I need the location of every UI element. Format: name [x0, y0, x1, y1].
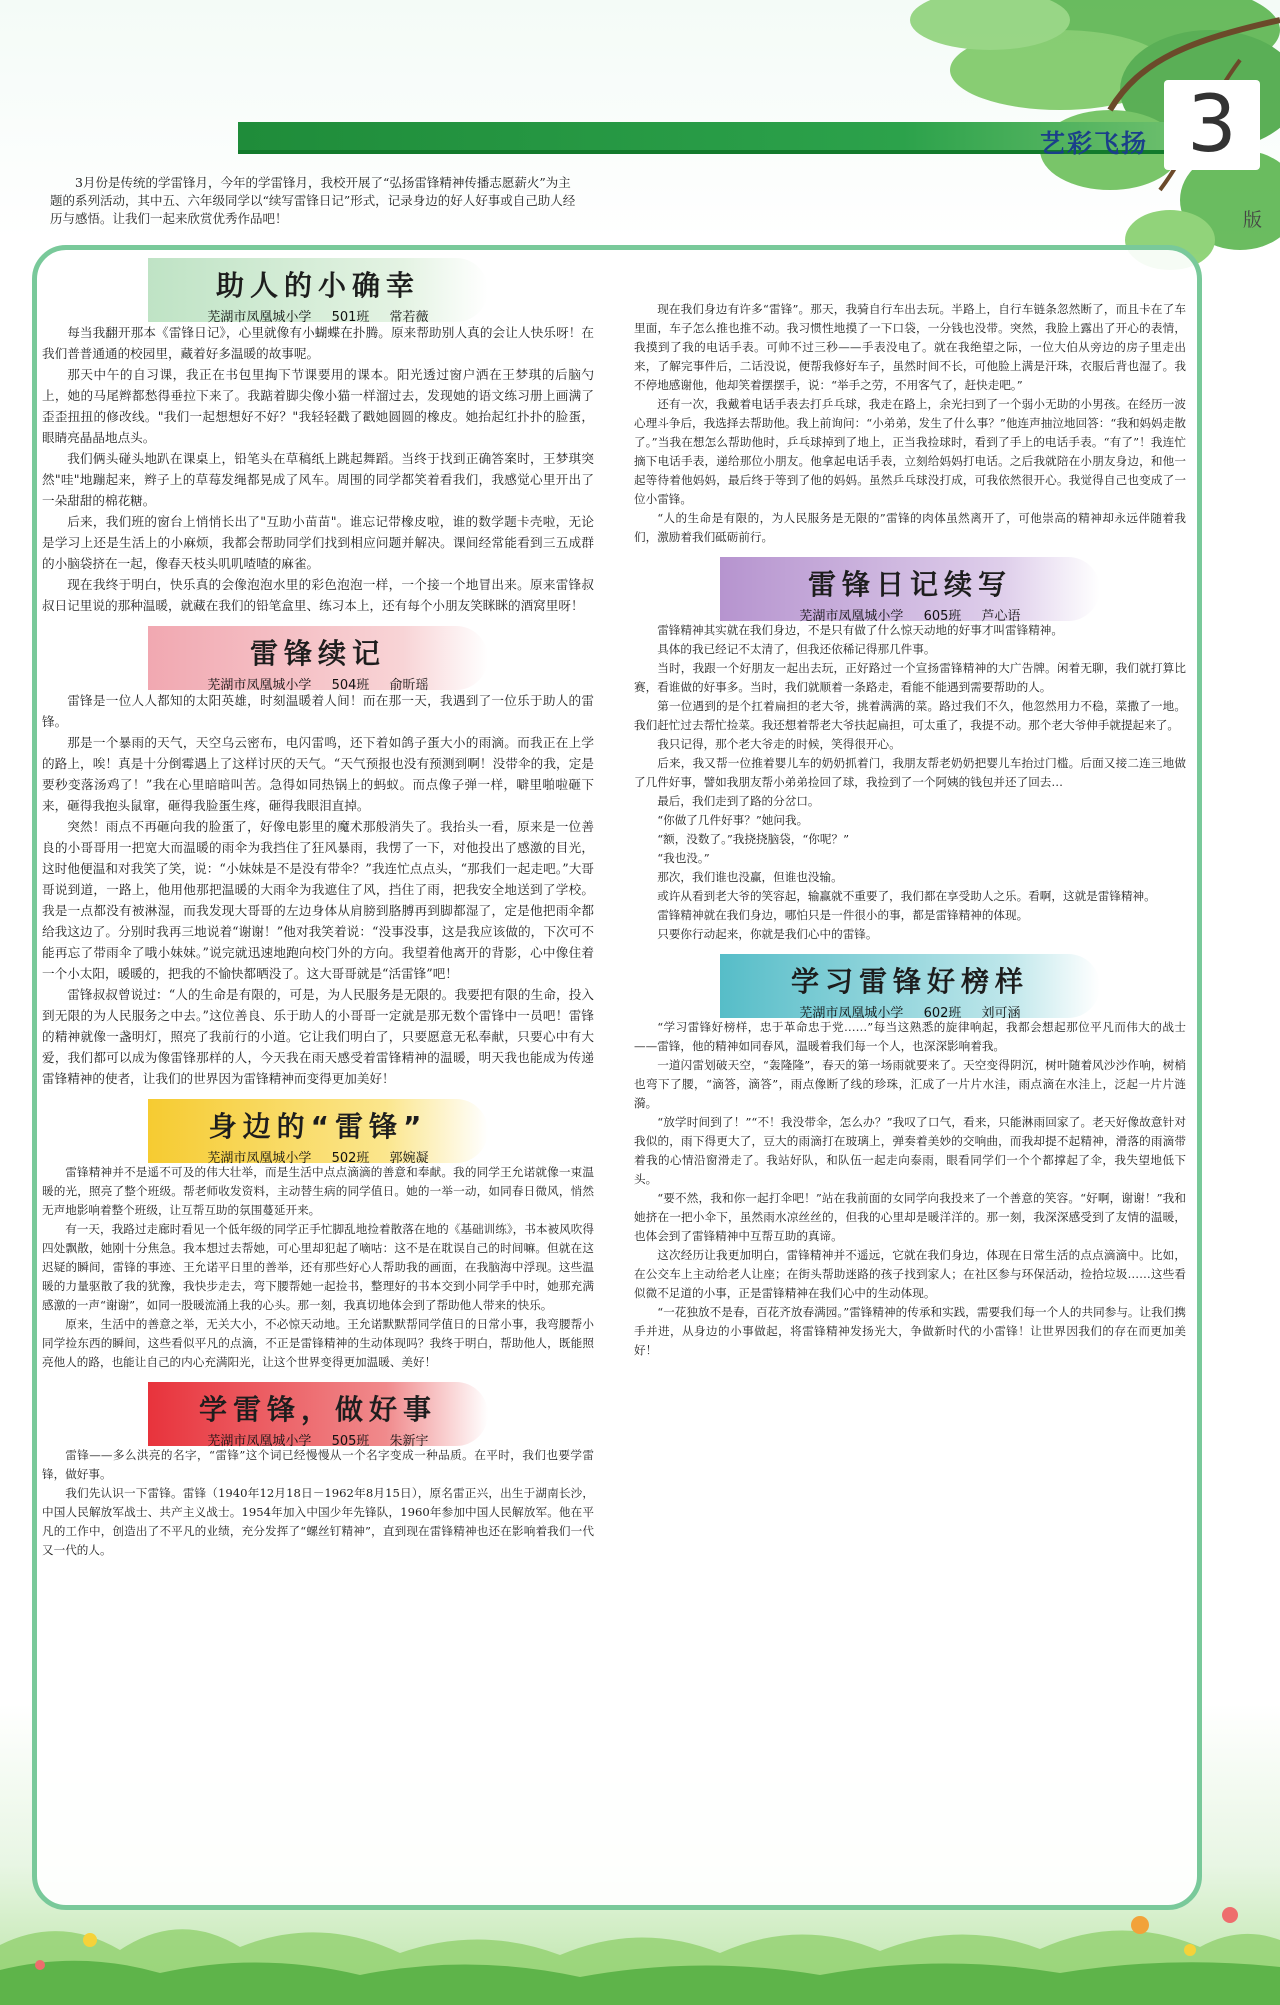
- paragraph: 最后，我们走到了路的分岔口。: [657, 794, 820, 808]
- paragraph: 还有一次，我戴着电话手表去打乒乓球，我走在路上，余光扫到了一个弱小无助的小男孩。在经历一波心理斗争后，我选择去帮助他。我上前询问：“小弟弟，发生了什么事？”他连声抽泣地回答：“我和妈妈走散了。”当我在想怎么帮助他时，乒乓球掉到了地上，正当我捡球时，看到了手上的电话手表。“有了”！我连忙摘下电话手表，递给那位小朋友。他拿起电话手表，立刻给妈妈打电话。之后我就陪在小朋友身边，和他一起等待着他妈妈，最后终于等到了他的妈妈。虽然乒乓球没打成，可我依然很开心。我觉得自己也变成了一位小雷锋。: [634, 397, 1186, 506]
- paragraph: “人的生命是有限的，为人民服务是无限的”雷锋的肉体虽然离开了，可他崇高的精神却永远伴随着我们，激励着我们砥砺前行。: [634, 511, 1186, 544]
- paragraph: “我也没。”: [657, 851, 710, 865]
- article-header: [720, 954, 1100, 1021]
- school-name: 芜湖市凤凰城小学: [799, 609, 904, 624]
- paragraph: 那是一个暴雨的天气，天空乌云密布，电闪雷鸣，还下着如鸽子蛋大小的雨滴。而我正在上学的路上，唉！真是十分倒霉遇上了这样讨厌的天气。“天气预报也没有预测到啊！没带伞的我，定是要秒变落汤鸡了！”我在心里暗暗叫苦。急得如同热锅上的蚂蚁。而点像子弹一样，噼里啪啦砸下来，砸得我抱头鼠窜，砸得我脸蛋生疼，砸得我眼泪直掉。: [42, 735, 594, 813]
- paragraph: 第一位遇到的是个扛着扁担的老大爷，挑着满满的菜。路过我们不久，他忽然用力不稳，菜撒了一地。我们赶忙过去帮忙捡菜。我还想着帮老大爷扶起扁担，可太重了，我提不动。那个老大爷伸手就提起来了。: [634, 699, 1186, 732]
- byline: [720, 605, 1100, 624]
- class-name: 504班: [331, 678, 370, 693]
- paragraph: 雷锋精神其实就在我们身边，不是只有做了什么惊天动地的好事才叫雷锋精神。: [657, 623, 1063, 637]
- author-name: 芦心语: [981, 609, 1021, 624]
- author-name: 朱新宇: [389, 1434, 429, 1449]
- byline: [720, 1002, 1100, 1021]
- paragraph: “你做了几件好事？”她问我。: [657, 813, 809, 827]
- paragraph: 当时，我跟一个好朋友一起出去玩，正好路过一个宣扬雷锋精神的大广告牌。闲着无聊，我们就打算比赛，看谁做的好事多。当时，我们就顺着一条路走，看能不能遇到需要帮助的人。: [634, 661, 1186, 694]
- paragraph: 那天中午的自习课，我正在书包里掏下节课要用的课本。阳光透过窗户洒在王梦琪的后脑勺上，她的马尾辫都愁得垂拉下来了。我踮着脚尖像小猫一样溜过去，发现她的语文练习册上画满了歪歪扭扭的修改线。"我们一起想想好不好？"我轻轻戳了戳她圆圆的橡皮。她抬起红扑扑的脸蛋，眼睛亮晶晶地点头。: [42, 367, 594, 445]
- paragraph: 现在我终于明白，快乐真的会像泡泡水里的彩色泡泡一样，一个接一个地冒出来。原来雷锋叔叔日记里说的那种温暖，就藏在我们的铅笔盒里、练习本上，还有每个小朋友笑眯眯的酒窝里呀！: [42, 577, 594, 613]
- paragraph: “要不然，我和你一起打伞吧！”站在我前面的女同学向我投来了一个善意的笑容。“好啊，谢谢！”我和她挤在一把小伞下，虽然雨水凉丝丝的，但我的心里却是暖洋洋的。那一刻，我深深感受到了友情的温暖，也体会到了雷锋精神中互帮互助的真谛。: [634, 1191, 1186, 1243]
- class-name: 602班: [923, 1006, 962, 1021]
- article-3: [42, 1099, 594, 1372]
- class-name: 605班: [923, 609, 962, 624]
- paragraph: “额，没数了。”我挠挠脑袋，“你呢？”: [657, 832, 850, 846]
- paragraph: 那次，我们谁也没赢，但谁也没输。: [657, 870, 843, 884]
- article-header: [148, 1099, 488, 1166]
- article-5: [634, 557, 1186, 944]
- paragraph: 我们俩头碰头地趴在课桌上，铅笔头在草稿纸上跳起舞蹈。当终于找到正确答案时，王梦琪突然"哇"地蹦起来，辫子上的草莓发绳都晃成了风车。周围的同学都笑着看我们，我感觉心里开出了一朵甜甜的棉花糖。: [42, 451, 594, 508]
- article-4: [42, 1382, 594, 1560]
- class-name: 502班: [331, 1151, 370, 1166]
- byline: [148, 306, 488, 325]
- byline: [148, 1147, 488, 1166]
- right-column: [634, 300, 1186, 1360]
- paragraph: 雷锋——多么洪亮的名字，“雷锋”这个词已经慢慢从一个名字变成一种品质。在平时，我们也要学雷锋，做好事。: [42, 1448, 594, 1481]
- author-name: 郭婉凝: [389, 1151, 429, 1166]
- byline: [148, 674, 488, 693]
- article-body: [42, 690, 594, 1089]
- school-name: 芜湖市凤凰城小学: [207, 1151, 312, 1166]
- paragraph: 这次经历让我更加明白，雷锋精神并不遥远，它就在我们身边，体现在日常生活的点点滴滴中。比如，在公交车上主动给老人让座；在街头帮助迷路的孩子找到家人；在社区参与环保活动，捡拾垃圾……这些看似微不足道的小事，正是雷锋精神在我们心中的生动体现。: [634, 1248, 1186, 1300]
- author-name: 刘可涵: [981, 1006, 1021, 1021]
- byline: [148, 1430, 488, 1449]
- article-body: [634, 1018, 1186, 1360]
- paragraph: 或许从看到老大爷的笑容起，输赢就不重要了，我们都在享受助人之乐。看啊，这就是雷锋精神。: [657, 889, 1156, 903]
- paragraph: 后来，我又帮一位推着婴儿车的奶奶抓着门，我朋友帮老奶奶把婴儿车抬过门槛。后面又接二连三地做了几件好事，譬如我朋友帮小弟弟捡回了球，我捡到了一个阿姨的钱包并还了回去…: [634, 756, 1186, 789]
- article-header: [148, 1382, 488, 1449]
- article-title: 学雷锋，做好事: [198, 1393, 437, 1426]
- paragraph: 每当我翻开那本《雷锋日记》，心里就像有小蝴蝶在扑腾。原来帮助别人真的会让人快乐呀！在我们普普通通的校园里，藏着好多温暖的故事呢。: [42, 325, 594, 361]
- article-title: 助人的小确幸: [215, 269, 420, 302]
- paragraph: 原来，生活中的善意之举，无关大小，不必惊天动地。王允诺默默帮同学值日的日常小事，我弯腰帮小同学捡东西的瞬间，这些看似平凡的点滴，不正是雷锋精神的生动体现吗？我终于明白，帮助他人，既能照亮他人的路，也能让自己的内心充满阳光，让这个世界变得更加温暖、美好！: [42, 1317, 594, 1369]
- article-title: 雷锋日记续写: [807, 568, 1012, 601]
- paragraph: 我只记得，那个老大爷走的时候，笑得很开心。: [657, 737, 901, 751]
- left-column: [42, 258, 594, 1560]
- school-name: 芜湖市凤凰城小学: [799, 1006, 904, 1021]
- article-title: 身边的“雷锋”: [208, 1110, 428, 1143]
- article-header: [148, 258, 488, 325]
- paragraph: 雷锋精神并不是遥不可及的伟大壮举，而是生活中点点滴滴的善意和奉献。我的同学王允诺就像一束温暖的光，照亮了整个班级。帮老师收发资料，主动替生病的同学值日。她的一举一动，如同春日微风，悄然无声地影响着整个班级，让互帮互助的氛围蔓延开来。: [42, 1165, 594, 1217]
- school-name: 芜湖市凤凰城小学: [207, 310, 312, 325]
- article-body: [42, 1446, 594, 1560]
- article-body: [42, 322, 594, 616]
- article-header: [720, 557, 1100, 624]
- paragraph: 突然！雨点不再砸向我的脸蛋了，好像电影里的魔术那般消失了。我抬头一看，原来是一位善良的小哥哥用一把宽大而温暖的雨伞为我挡住了狂风暴雨，我愣了一下，对他投出了感激的目光，这时他便温和对我笑了笑，说：“小妹妹是不是没有带伞？”我连忙点点头，“那我们一起走吧。”大哥哥说到道，一路上，他用他那把温暖的大雨伞为我遮住了风，挡住了雨，把我安全地送到了学校。我是一点都没有被淋湿，而我发现大哥哥的左边身体从肩膀到胳膊再到脚都湿了，定是他把雨伞都给我这边了。分别时我再三地说着“谢谢！”他对我笑着说：“没事没事，这是我应该做的，下次可不能再忘了带雨伞了哦小妹妹。”说完就迅速地跑向校门外的方向。我望着他离开的背影，心中像住着一个小太阳，暖暖的，把我的不愉快都晒没了。这大哥哥就是“活雷锋”吧！: [42, 819, 594, 981]
- page-number: 3: [1164, 80, 1260, 170]
- article-body: [634, 621, 1186, 944]
- article-6: [634, 954, 1186, 1360]
- article-title: 雷锋续记: [249, 637, 386, 670]
- article-body: [42, 1163, 594, 1372]
- author-name: 俞昕瑶: [389, 678, 429, 693]
- paragraph: “学习雷锋好榜样，忠于革命忠于党……”每当这熟悉的旋律响起，我都会想起那位平凡而伟大的战士——雷锋，他的精神如同春风，温暖着我们每一个人，也深深影响着我。: [634, 1020, 1186, 1053]
- page-unit-label: 版: [1242, 209, 1262, 231]
- article-2: [42, 626, 594, 1089]
- author-name: 常若薇: [389, 310, 429, 325]
- article-4-continued: [634, 300, 1186, 547]
- paragraph: 具体的我已经记不太清了，但我还依稀记得那几件事。: [657, 642, 936, 656]
- article-title: 学习雷锋好榜样: [790, 965, 1029, 998]
- paragraph: “放学时间到了！”“不！我没带伞，怎么办？”我叹了口气，看来，只能淋雨回家了。老天好像故意针对我似的，雨下得更大了，豆大的雨滴打在玻璃上，弹奏着美妙的交响曲，而我却提不起精神，滑落的雨滴带着我的心情沿窗滑走了。我站好队，和队伍一起走向泰雨，眼看同学们一个个都撑起了伞，我失望地低下头。: [634, 1115, 1186, 1186]
- paragraph: 只要你行动起来，你就是我们心中的雷锋。: [657, 927, 878, 941]
- article-header: [148, 626, 488, 693]
- paragraph: 一道闪雷划破天空，“轰隆隆”，春天的第一场雨就要来了。天空变得阴沉，树叶随着风沙沙作响，树梢也弯下了腰，“滴答，滴答”，雨点像断了线的珍珠，汇成了一片片水洼，雨点滴在水洼上，泛起一片片涟漪。: [634, 1058, 1186, 1110]
- school-name: 芜湖市凤凰城小学: [207, 1434, 312, 1449]
- paragraph: 雷锋叔叔曾说过：“人的生命是有限的，可是，为人民服务是无限的。我要把有限的生命，投入到无限的为人民服务之中去。”这位善良、乐于助人的小哥哥一定就是那无数个雷锋中一员吧！雷锋的精神就像一盏明灯，照亮了我前行的小道。它让我们明白了，只要愿意无私奉献，只要心中有大爱，我们都可以成为像雷锋那样的人，今天我在雨天感受着雷锋精神的温暖，明天我也能成为传递雷锋精神的使者，让我们的世界因为雷锋精神而变得更加美好！: [42, 987, 594, 1086]
- intro-paragraph: 3月份是传统的学雷锋月，今年的学雷锋月，我校开展了“弘扬雷锋精神传播志愿薪火”为主题的系列活动，其中五、六年级同学以“续写雷锋日记”形式，记录身边的好人好事或自己助人经历与感悟。让我们一起来欣赏优秀作品吧！: [50, 175, 576, 226]
- section-name: 艺彩飞扬: [1039, 129, 1148, 158]
- article-1: [42, 258, 594, 616]
- class-name: 505班: [331, 1434, 370, 1449]
- class-name: 501班: [331, 310, 370, 325]
- paragraph: 雷锋是一位人人都知的太阳英雄，时刻温暖着人间！而在那一天，我遇到了一位乐于助人的雷锋。: [42, 693, 594, 729]
- school-name: 芜湖市凤凰城小学: [207, 678, 312, 693]
- paragraph: 现在我们身边有许多“雷锋”。那天，我骑自行车出去玩。半路上，自行车链条忽然断了，而且卡在了车里面，车子怎么推也推不动。我习惯性地摸了一下口袋，一分钱也没带。突然，我脸上露出了开心的表情，我摸到了我的电话手表。可帅不过三秒——手表没电了。就在我绝望之际，一位大伯从旁边的房子里走出来，了解完事件后，二话没说，便帮我修好车子，虽然时间不长，可他脸上满是汗珠，衣服后背也湿了。我不停地感谢他，他却笑着摆摆手，说：“举手之劳，不用客气了，赶快走吧。”: [634, 302, 1186, 392]
- paragraph: 我们先认识一下雷锋。雷锋（1940年12月18日－1962年8月15日），原名雷正兴，出生于湖南长沙，中国人民解放军战士、共产主义战士。1954年加入中国少年先锋队，1960年参加中国人民解放军。他在平凡的工作中，创造出了不平凡的业绩，充分发挥了“螺丝钉精神”，直到现在雷锋精神也还在影响着我们一代又一代的人。: [42, 1486, 594, 1557]
- paragraph: “一花独放不是春，百花齐放春满园。”雷锋精神的传承和实践，需要我们每一个人的共同参与。让我们携手并进，从身边的小事做起，将雷锋精神发扬光大，争做新时代的小雷锋！让世界因我们的存在而更加美好！: [634, 1305, 1186, 1357]
- paragraph: 后来，我们班的窗台上悄悄长出了"互助小苗苗"。谁忘记带橡皮啦，谁的数学题卡壳啦，无论是学习上还是生活上的小麻烦，我都会帮助同学们找到相应问题并解决。课间经常能看到三五成群的小脑袋挤在一起，像春天枝头叽叽喳喳的麻雀。: [42, 514, 594, 571]
- paragraph: 有一天，我路过走廊时看见一个低年级的同学正手忙脚乱地捡着散落在地的《基础训练》，书本被风吹得四处飘散，她刚十分焦急。我本想过去帮她，可心里却犯起了嘀咕：这不是在耽误自己的时间嘛。但就在这迟疑的瞬间，雷锋的事迹、王允诺平日里的善举，还有那些好心人帮助我的画面，在我脑海中浮现。这些温暖的力量驱散了我的犹豫，我快步走去，弯下腰帮她一起捡书，整理好的书本交到小同学手中时，她那充满感激的一声“谢谢”，如同一股暖流涌上我的心头。那一刻，我真切地体会到了帮助他人带来的快乐。: [42, 1222, 594, 1312]
- paragraph: 雷锋精神就在我们身边，哪怕只是一件很小的事，都是雷锋精神的体现。: [657, 908, 1029, 922]
